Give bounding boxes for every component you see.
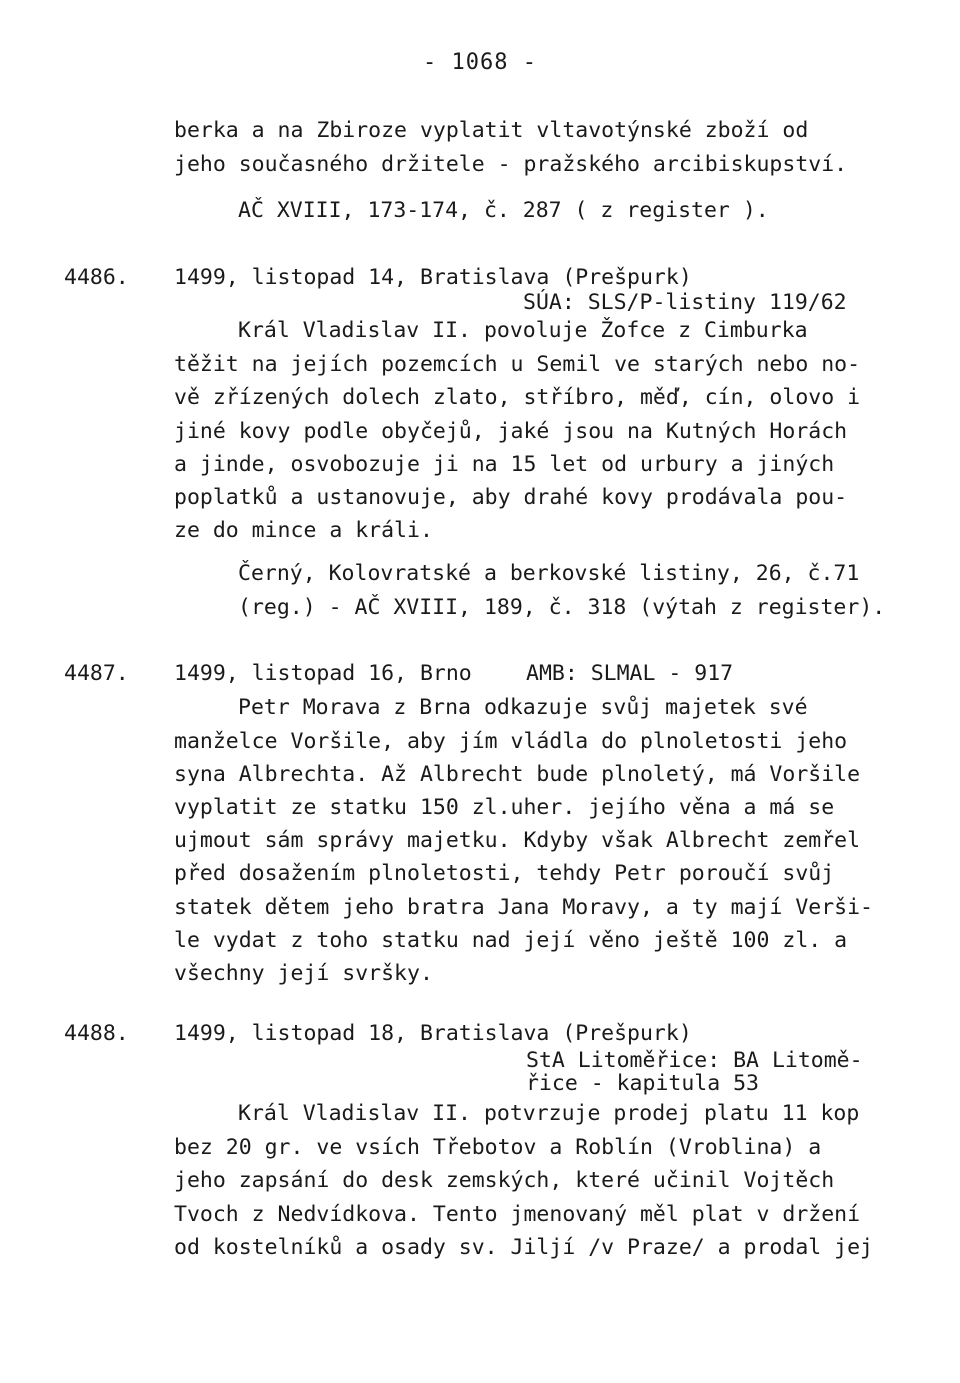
text-line: jiné kovy podle obyčejů, jaké jsou na Kutných Horách <box>174 419 848 444</box>
text-line: vyplatit ze statku 150 zl.uher. jejího věna a má se <box>174 795 835 820</box>
text-line: poplatků a ustanovuje, aby drahé kovy prodávala pou- <box>174 485 848 510</box>
text-line: Tvoch z Nedvídkova. Tento jmenovaný měl plat v držení <box>174 1202 861 1227</box>
citation-line: Černý, Kolovratské a berkovské listiny, 26, č.71 <box>238 561 860 586</box>
text-line: Král Vladislav II. potvrzuje prodej platu 11 kop <box>238 1101 860 1126</box>
text-line: před dosažením plnoletosti, tehdy Petr poroučí svůj <box>174 861 835 886</box>
entry-archive-source: StA Litoměřice: BA Litomě- <box>526 1048 863 1073</box>
page-number: - 1068 - <box>423 50 537 75</box>
entry-date-place: 1499, listopad 16, Brno <box>174 661 472 686</box>
text-line: jeho současného držitele - pražského arcibiskupství. <box>174 152 848 177</box>
text-line: ze do mince a králi. <box>174 518 433 543</box>
text-line: od kostelníků a osady sv. Jiljí /v Praze/ a prodal jej <box>174 1235 873 1260</box>
text-line: statek dětem jeho bratra Jana Moravy, a ty mají Verši- <box>174 895 873 920</box>
text-line: syna Albrechta. Až Albrecht bude plnoletý, má Voršile <box>174 762 861 787</box>
text-line: všechny její svršky. <box>174 961 433 986</box>
text-line: jeho zapsání do desk zemských, které učinil Vojtěch <box>174 1168 835 1193</box>
text-line: berka a na Zbiroze vyplatit vltavotýnské zboží od <box>174 118 809 143</box>
text-line: bez 20 gr. ve vsích Třebotov a Roblín (Vroblina) a <box>174 1135 822 1160</box>
text-line: manželce Voršile, aby jím vládla do plnoletosti jeho <box>174 729 848 754</box>
text-line: vě zřízených dolech zlato, stříbro, měď, cín, olovo i <box>174 385 861 410</box>
entry-number: 4487. <box>64 661 129 686</box>
entry-archive-source: SÚA: SLS/P-listiny 119/62 <box>523 290 847 315</box>
text-line: a jinde, osvobozuje ji na 15 let od urbury a jiných <box>174 452 835 477</box>
entry-number: 4486. <box>64 265 129 290</box>
text-line: ujmout sám správy majetku. Kdyby však Albrecht zemřel <box>174 828 861 853</box>
entry-date-place: 1499, listopad 14, Bratislava (Prešpurk) <box>174 265 692 290</box>
entry-archive-source: AMB: SLMAL - 917 <box>526 661 734 686</box>
entry-date-place: 1499, listopad 18, Bratislava (Prešpurk) <box>174 1021 692 1046</box>
text-line: le vydat z toho statku nad její věno ještě 100 zl. a <box>174 928 848 953</box>
citation-line: AČ XVIII, 173-174, č. 287 ( z register ). <box>238 198 769 223</box>
text-line: těžit na jejích pozemcích u Semil ve starých nebo no- <box>174 352 861 377</box>
text-line: Petr Morava z Brna odkazuje svůj majetek své <box>238 695 808 720</box>
entry-archive-source: řice - kapitula 53 <box>526 1071 759 1096</box>
entry-number: 4488. <box>64 1021 129 1046</box>
text-line: Král Vladislav II. povoluje Žofce z Cimburka <box>238 318 808 343</box>
citation-line: (reg.) - AČ XVIII, 189, č. 318 (výtah z register). <box>238 595 886 620</box>
